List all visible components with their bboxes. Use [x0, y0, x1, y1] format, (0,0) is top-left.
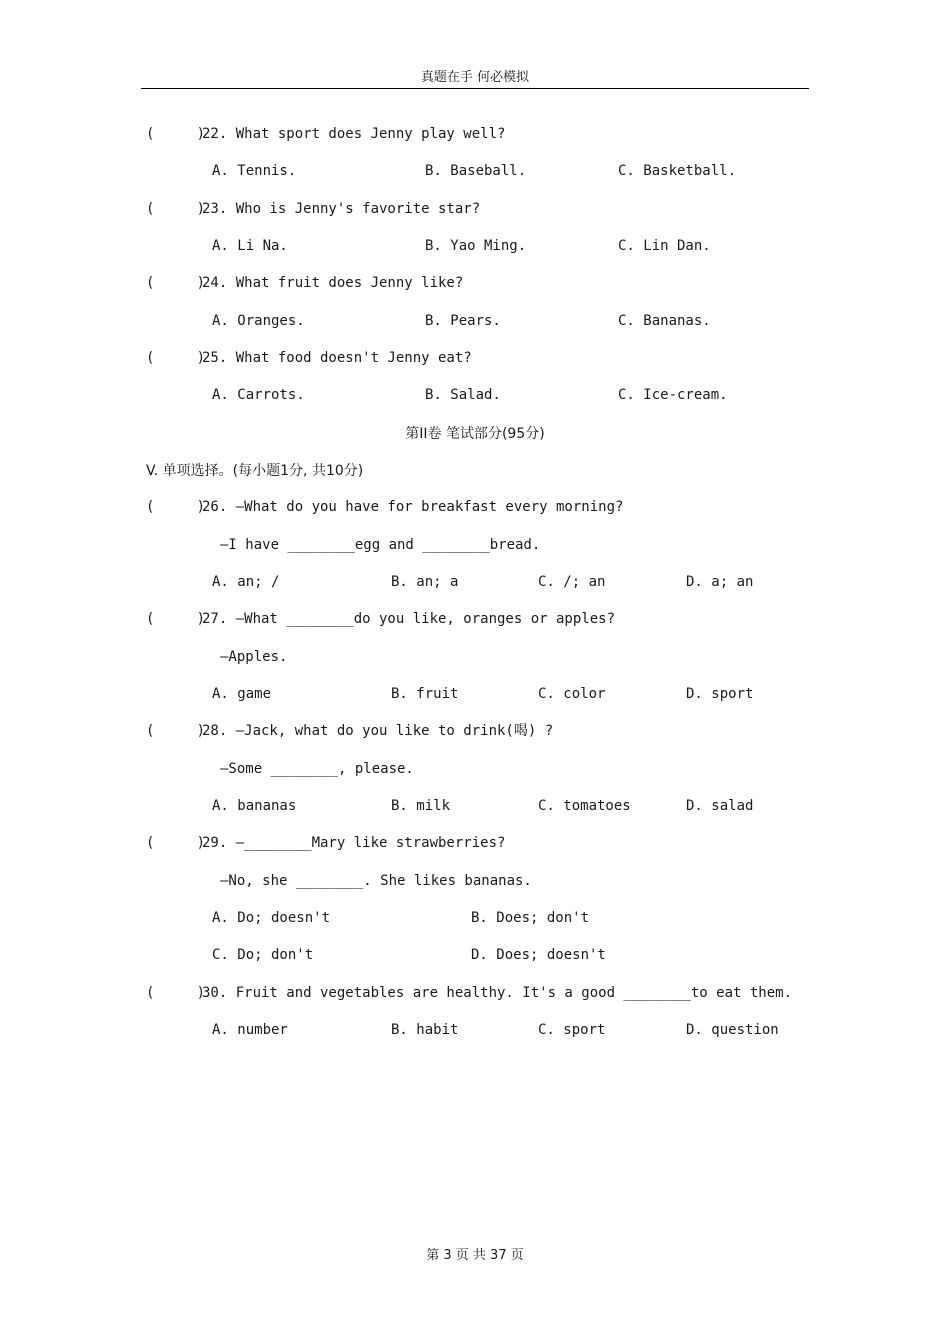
question-29-response: —No, she ________. She likes bananas.	[220, 873, 532, 889]
answer-paren[interactable]: ( )	[146, 201, 206, 217]
question-25: 25. What food doesn't Jenny eat?	[202, 350, 472, 366]
answer-paren[interactable]: ( )	[146, 985, 206, 1001]
option-23-a[interactable]: A. Li Na.	[212, 238, 288, 254]
option-26-c[interactable]: C. /; an	[538, 574, 606, 590]
option-24-a[interactable]: A. Oranges.	[212, 313, 305, 329]
section-title: 第II卷 笔试部分(95分)	[405, 426, 545, 442]
question-28-response: —Some ________, please.	[220, 761, 414, 777]
question-27: 27. —What ________do you like, oranges or apples?	[202, 611, 616, 627]
option-30-b[interactable]: B. habit	[391, 1022, 459, 1038]
option-27-a[interactable]: A. game	[212, 686, 272, 702]
page-header: 真题在手 何必模拟	[420, 70, 530, 85]
option-22-a[interactable]: A. Tennis.	[212, 163, 297, 179]
option-29-b[interactable]: B. Does; don't	[471, 910, 590, 926]
option-27-c[interactable]: C. color	[538, 686, 606, 702]
page-footer: 第 3 页 共 37 页	[426, 1248, 524, 1263]
question-23: 23. Who is Jenny's favorite star?	[202, 201, 481, 217]
answer-paren[interactable]: ( )	[146, 835, 206, 851]
option-22-b[interactable]: B. Baseball.	[425, 163, 527, 179]
option-22-c[interactable]: C. Basketball.	[618, 163, 737, 179]
question-28: 28. —Jack, what do you like to drink(喝) ?	[202, 723, 554, 739]
option-25-a[interactable]: A. Carrots.	[212, 387, 305, 403]
option-30-d[interactable]: D. question	[686, 1022, 779, 1038]
question-22: 22. What sport does Jenny play well?	[202, 126, 506, 142]
option-29-a[interactable]: A. Do; doesn't	[212, 910, 331, 926]
part-title: V. 单项选择。(每小题1分, 共10分)	[146, 463, 364, 479]
question-26-response: —I have ________egg and ________bread.	[220, 537, 541, 553]
option-30-c[interactable]: C. sport	[538, 1022, 606, 1038]
option-29-d[interactable]: D. Does; doesn't	[471, 947, 606, 963]
answer-paren[interactable]: ( )	[146, 350, 206, 366]
header-divider	[141, 88, 809, 89]
question-24: 24. What fruit does Jenny like?	[202, 275, 464, 291]
option-26-b[interactable]: B. an; a	[391, 574, 459, 590]
option-29-c[interactable]: C. Do; don't	[212, 947, 314, 963]
option-23-b[interactable]: B. Yao Ming.	[425, 238, 527, 254]
answer-paren[interactable]: ( )	[146, 611, 206, 627]
option-28-b[interactable]: B. milk	[391, 798, 451, 814]
question-30: 30. Fruit and vegetables are healthy. It's a good ________to eat them.	[202, 985, 793, 1001]
option-28-c[interactable]: C. tomatoes	[538, 798, 631, 814]
answer-paren[interactable]: ( )	[146, 499, 206, 515]
question-26: 26. —What do you have for breakfast every morning?	[202, 499, 624, 515]
option-24-b[interactable]: B. Pears.	[425, 313, 501, 329]
option-30-a[interactable]: A. number	[212, 1022, 288, 1038]
option-28-d[interactable]: D. salad	[686, 798, 754, 814]
option-24-c[interactable]: C. Bananas.	[618, 313, 711, 329]
answer-paren[interactable]: ( )	[146, 275, 206, 291]
option-27-d[interactable]: D. sport	[686, 686, 754, 702]
option-25-c[interactable]: C. Ice-cream.	[618, 387, 728, 403]
answer-paren[interactable]: ( )	[146, 723, 206, 739]
option-26-d[interactable]: D. a; an	[686, 574, 754, 590]
question-27-response: —Apples.	[220, 649, 288, 665]
option-25-b[interactable]: B. Salad.	[425, 387, 501, 403]
answer-paren[interactable]: ( )	[146, 126, 206, 142]
option-27-b[interactable]: B. fruit	[391, 686, 459, 702]
question-29: 29. —________Mary like strawberries?	[202, 835, 506, 851]
option-26-a[interactable]: A. an; /	[212, 574, 280, 590]
option-23-c[interactable]: C. Lin Dan.	[618, 238, 711, 254]
option-28-a[interactable]: A. bananas	[212, 798, 297, 814]
